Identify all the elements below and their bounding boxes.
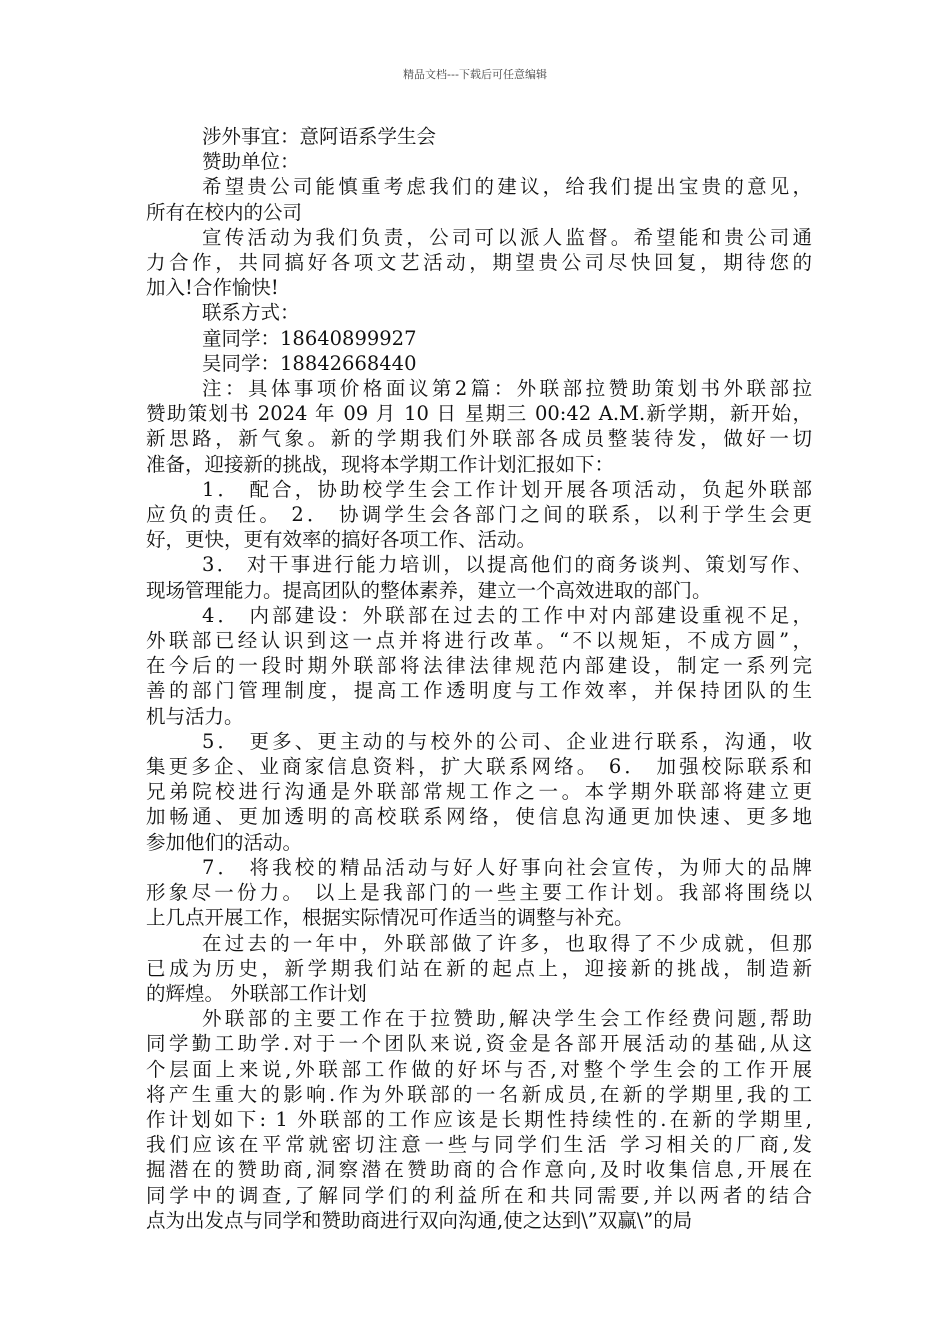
text-line: 个层面上来说,外联部工作做的好坏与否,对整个学生会的工作开展 bbox=[146, 1057, 812, 1081]
text-line: 上几点开展工作，根据实际情况可作适当的调整与补充。 bbox=[146, 906, 634, 930]
text-line: 集更多企、业商家信息资料，扩大联系网络。 6． 加强校际联系和 bbox=[146, 755, 812, 779]
text-line: 外联部已经认识到这一点并将进行改革。“不以规矩，不成方圆”， bbox=[146, 629, 812, 653]
text-line: 在今后的一段时期外联部将法律法律规范内部建设，制定一系列完 bbox=[146, 654, 812, 678]
text-line: 点为出发点与同学和赞助商进行双向沟通,使之达到\”双赢\”的局 bbox=[146, 1208, 693, 1232]
text-line: 注：具体事项价格面议第2篇：外联部拉赞助策划书外联部拉 bbox=[202, 377, 812, 401]
text-line: 联系方式： bbox=[202, 301, 300, 325]
page-header: 精品文档---下载后可任意编辑 bbox=[403, 68, 547, 81]
text-line: 涉外事宜：意阿语系学生会 bbox=[202, 125, 437, 148]
text-line: 童同学：18640899927 bbox=[202, 326, 417, 350]
text-line: 现场管理能力。提高团队的整体素养，建立一个高效进取的部门。 bbox=[146, 578, 712, 602]
text-line: 赞助策划书 2024 年 09 月 10 日 星期三 00:42 A.M.新学期，新开始， bbox=[146, 402, 812, 426]
document-body bbox=[146, 124, 812, 1233]
text-line: 已成为历史，新学期我们站在新的起点上，迎接新的挑战，制造新 bbox=[146, 956, 812, 980]
text-line: 4． 内部建设：外联部在过去的工作中对内部建设重视不足， bbox=[202, 603, 812, 627]
text-line: 将产生重大的影响.作为外联部的一名新成员,在新的学期里,我的工 bbox=[146, 1082, 812, 1106]
text-line: 外联部的主要工作在于拉赞助,解决学生会工作经费问题,帮助 bbox=[202, 1007, 812, 1031]
text-line: 好，更快，更有效率的搞好各项工作、活动。 bbox=[146, 528, 537, 552]
text-line: 参加他们的活动。 bbox=[146, 830, 303, 854]
text-line: 希望贵公司能慎重考虑我们的建议，给我们提出宝贵的意见， bbox=[202, 175, 812, 199]
text-line: 在过去的一年中，外联部做了许多，也取得了不少成就，但那 bbox=[202, 931, 812, 955]
text-line: 1． 配合，协助校学生会工作计划开展各项活动，负起外联部 bbox=[202, 477, 812, 501]
text-line: 7． 将我校的精品活动与好人好事向社会宣传，为师大的品牌 bbox=[202, 855, 812, 879]
text-line: 赞助单位： bbox=[202, 150, 300, 174]
text-line: 吴同学：18842668440 bbox=[202, 351, 417, 375]
text-line: 同学勤工助学.对于一个团队来说,资金是各部开展活动的基础,从这 bbox=[146, 1032, 812, 1056]
text-line: 形象尽一份力。 以上是我部门的一些主要工作计划。我部将围绕以 bbox=[146, 881, 812, 905]
text-line: 所有在校内的公司 bbox=[146, 200, 303, 224]
text-line: 应负的责任。 2． 协调学生会各部门之间的联系，以利于学生会更 bbox=[146, 503, 812, 527]
text-line: 兄弟院校进行沟通是外联部常规工作之一。本学期外联部将建立更 bbox=[146, 780, 812, 804]
text-line: 宣传活动为我们负责，公司可以派人监督。希望能和贵公司通 bbox=[202, 225, 812, 249]
text-line: 力合作，共同搞好各项文艺活动，期望贵公司尽快回复，期待您的 bbox=[146, 251, 812, 275]
text-line: 机与活力。 bbox=[146, 704, 244, 728]
text-line: 5． 更多、更主动的与校外的公司、企业进行联系，沟通，收 bbox=[202, 729, 812, 753]
text-line: 加畅通、更加透明的高校联系网络，使信息沟通更加快速、更多地 bbox=[146, 805, 812, 829]
text-line: 准备，迎接新的挑战，现将本学期工作计划汇报如下： bbox=[146, 452, 615, 476]
text-line: 善的部门管理制度，提高工作透明度与工作效率，并保持团队的生 bbox=[146, 679, 812, 703]
text-line: 我们应该在平常就密切注意一些与同学们生活 学习相关的厂商,发 bbox=[146, 1133, 812, 1157]
text-line: 作计划如下: 1 外联部的工作应该是长期性持续性的.在新的学期里, bbox=[146, 1107, 812, 1131]
text-line: 的辉煌。 外联部工作计划 bbox=[146, 981, 367, 1005]
text-line: 掘潜在的赞助商,洞察潜在赞助商的合作意向,及时收集信息,开展在 bbox=[146, 1158, 812, 1182]
text-line: 3． 对干事进行能力培训，以提高他们的商务谈判、策划写作、 bbox=[202, 553, 812, 577]
text-line: 加入!合作愉快! bbox=[146, 276, 279, 300]
text-line: 同学中的调查,了解同学们的利益所在和共同需要,并以两者的结合 bbox=[146, 1183, 812, 1207]
text-line: 新思路，新气象。新的学期我们外联部各成员整装待发，做好一切 bbox=[146, 427, 812, 451]
